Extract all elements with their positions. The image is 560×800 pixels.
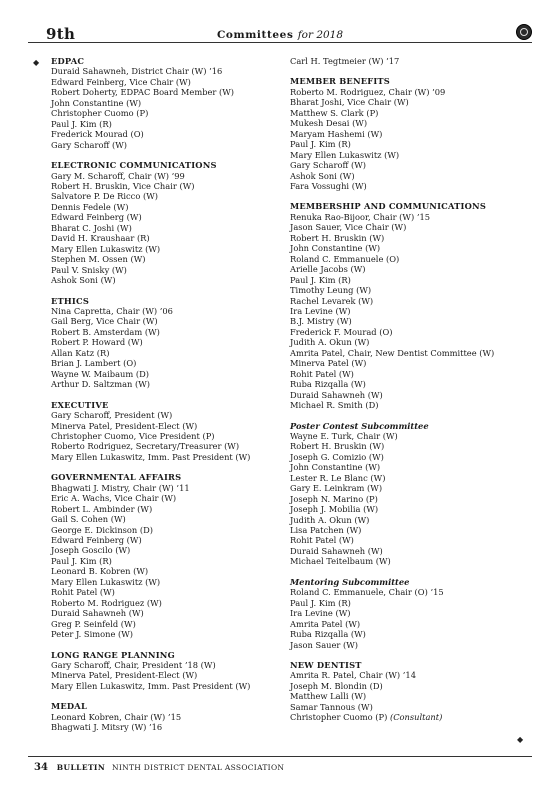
committee-heading: MEDAL — [51, 701, 87, 712]
member-line: Mary Ellen Lukaswitz (W) — [290, 149, 400, 160]
member-note: (Consultant) — [389, 712, 443, 723]
member-line: Minerva Patel (W) — [290, 358, 367, 369]
member-line: Jason Sauer (W) — [290, 639, 358, 650]
committee-section-ethics — [51, 296, 297, 390]
member-line: Mary Ellen Lukaswitz, Imm. Past President (W) — [51, 451, 251, 462]
member-line: Robert B. Amsterdam (W) — [51, 326, 160, 337]
member-line: Brian J. Lambert (O) — [51, 358, 137, 369]
committee-section-electronic-communications — [51, 160, 297, 285]
district-label: 9th — [46, 25, 76, 43]
member-line: Joseph Goscilo (W) — [51, 545, 131, 556]
member-line: Joseph N. Marino (P) — [290, 493, 378, 504]
member-line: Mary Ellen Lukaswitz (W) — [51, 243, 161, 254]
member-line: Gail S. Cohen (W) — [51, 514, 126, 525]
page-number: 34 — [34, 762, 48, 773]
subcommittee-heading: Poster Contest Subcommittee — [290, 420, 429, 431]
member-line: Gary Scharoff, President (W) — [51, 410, 173, 421]
member-line: George E. Dickinson (D) — [51, 524, 154, 535]
member-line: Frederick F. Mourad (O) — [290, 326, 393, 337]
member-line: Eric A. Wachs, Vice Chair (W) — [51, 493, 177, 504]
committee-heading: GOVERNMENTAL AFFAIRS — [51, 472, 182, 483]
member-line: John Constantine (W) — [51, 97, 142, 108]
member-line: Frederick Mourad (O) — [51, 129, 144, 140]
member-line: Robert H. Bruskin (W) — [290, 232, 385, 243]
header-rule — [28, 42, 532, 43]
member-line: Lisa Patchen (W) — [290, 525, 362, 536]
committee-heading: NEW DENTIST — [290, 660, 362, 671]
member-name: Christopher Cuomo (P) — [290, 712, 390, 723]
page-title-text: Committees — [216, 29, 294, 41]
member-line: Paul J. Kim (R) — [290, 597, 351, 608]
committee-section-executive — [51, 400, 297, 463]
member-line: Amrita Patel, Chair, New Dentist Committee (W) — [290, 347, 495, 358]
committee-section-continued — [290, 56, 536, 66]
member-line: Roland C. Emmanuele (O) — [290, 253, 400, 264]
member-line: John Constantine (W) — [290, 462, 381, 473]
member-line: Ashok Soni (W) — [290, 170, 355, 181]
member-line: Duraid Sahawneh (W) — [290, 545, 383, 556]
member-line: Gary M. Scharoff, Chair (W) ’99 — [51, 170, 185, 181]
member-line: Robert H. Bruskin (W) — [290, 441, 385, 452]
member-line: Minerva Patel, President-Elect (W) — [51, 420, 198, 431]
page-title — [28, 29, 532, 41]
committee-heading: LONG RANGE PLANNING — [51, 649, 175, 660]
member-line: Christopher Cuomo (P) — [51, 108, 149, 119]
committee-heading: ETHICS — [51, 295, 90, 306]
member-line: Minerva Patel, President-Elect (W) — [51, 670, 198, 681]
member-line: Ashok Soni (W) — [51, 275, 116, 286]
member-line — [290, 712, 536, 722]
committee-section-long-range-planning — [51, 650, 297, 692]
member-line: Roberto M. Rodriguez (W) — [51, 597, 162, 608]
member-line: Robert H. Bruskin, Vice Chair (W) — [51, 180, 195, 191]
member-line: Roland C. Emmanuele, Chair (O) ’15 — [290, 587, 444, 598]
member-line: Joseph M. Blondin (D) — [290, 680, 383, 691]
member-line: Duraid Sahawneh (W) — [290, 389, 383, 400]
association-name: NINTH DISTRICT DENTAL ASSOCIATION — [111, 763, 285, 772]
member-line: Mary Ellen Lukaswitz (W) — [51, 576, 161, 587]
footer-rule — [28, 756, 532, 757]
committee-section-edpac — [51, 56, 297, 150]
page-title-year: for 2018 — [297, 29, 344, 41]
member-line: Dennis Fedele (W) — [51, 201, 129, 212]
subcommittee-heading: Mentoring Subcommittee — [290, 576, 410, 587]
member-line: Arielle Jacobs (W) — [290, 264, 366, 275]
member-line: Samar Tannous (W) — [290, 701, 373, 712]
member-line: Fara Vossughi (W) — [290, 180, 367, 191]
member-line: Edward Feinberg (W) — [51, 535, 142, 546]
member-line: Rohit Patel (W) — [290, 535, 354, 546]
member-line: Rohit Patel (W) — [290, 368, 354, 379]
committee-section-new-dentist — [290, 660, 536, 723]
member-line: Jason Sauer, Vice Chair (W) — [290, 222, 407, 233]
member-line: Ira Levine (W) — [290, 305, 351, 316]
member-line: Carl H. Tegtmeier (W) ’17 — [290, 56, 400, 66]
seal-icon — [516, 24, 532, 40]
member-line: Edward Feinberg, Vice Chair (W) — [51, 76, 191, 87]
committee-heading: ELECTRONIC COMMUNICATIONS — [51, 160, 217, 171]
member-line: John Constantine (W) — [290, 243, 381, 254]
member-line: Michael Teitelbaum (W) — [290, 556, 391, 567]
committee-section-governmental-affairs — [51, 472, 297, 639]
member-line: Timothy Leung (W) — [290, 285, 372, 296]
committee-heading: EDPAC — [51, 56, 85, 66]
member-line: Gary E. Leinkram (W) — [290, 483, 383, 494]
member-line: Leonard Kobren, Chair (W) ’15 — [51, 711, 182, 722]
member-line: Rachel Levarek (W) — [290, 295, 374, 306]
member-line: Roberto Rodriguez, Secretary/Treasurer (W) — [51, 441, 240, 452]
member-line: Christopher Cuomo, Vice President (P) — [51, 430, 215, 441]
member-line: David H. Kraushaar (R) — [51, 233, 150, 244]
member-line: Edward Feinberg (W) — [51, 212, 142, 223]
member-line: Leonard B. Kobren (W) — [51, 566, 149, 577]
member-line: Amrita Patel (W) — [290, 618, 361, 629]
member-line: Joseph G. Comizio (W) — [290, 451, 384, 462]
member-line: Salvatore P. De Ricco (W) — [51, 191, 158, 202]
member-line: Arthur D. Saltzman (W) — [51, 379, 150, 390]
member-line: Robert P. Howard (W) — [51, 337, 143, 348]
committee-heading: MEMBER BENEFITS — [290, 76, 390, 87]
member-line: Ira Levine (W) — [290, 608, 351, 619]
member-line: Gary Scharoff, Chair, President ’18 (W) — [51, 660, 216, 671]
member-line: Maryam Hashemi (W) — [290, 128, 383, 139]
member-line: Peter J. Simone (W) — [51, 629, 134, 640]
committee-section-medal — [51, 701, 297, 732]
page-footer — [34, 762, 284, 773]
member-line: Amrita R. Patel, Chair (W) ’14 — [290, 670, 416, 681]
member-line: Mary Ellen Lukaswitz, Imm. Past President (W) — [51, 680, 251, 691]
member-line: Robert Doherty, EDPAC Board Member (W) — [51, 87, 235, 98]
member-line: Paul V. Snisky (W) — [51, 264, 127, 275]
member-line: Bhagwati J. Mitsry (W) ’16 — [51, 722, 163, 733]
member-line: Renuka Rao-Bijoor, Chair (W) ’15 — [290, 211, 431, 222]
member-line: Mukesh Desai (W) — [290, 118, 368, 129]
committee-heading: EXECUTIVE — [51, 399, 109, 410]
member-line: Allan Katz (R) — [51, 347, 110, 358]
diamond-icon: ◆ — [33, 58, 40, 67]
member-line: Paul J. Kim (R) — [290, 274, 351, 285]
member-line: Bharat C. Joshi (W) — [51, 222, 132, 233]
committee-section-poster-contest-subcommittee — [290, 421, 536, 567]
left-column — [51, 56, 297, 743]
member-line: Paul J. Kim (R) — [51, 555, 112, 566]
member-line: Judith A. Okun (W) — [290, 337, 370, 348]
member-line: Nina Capretta, Chair (W) ’06 — [51, 305, 173, 316]
member-line: Bhagwati J. Mistry, Chair (W) ’11 — [51, 482, 190, 493]
member-line: Greg P. Seinfeld (W) — [51, 618, 136, 629]
committee-heading: MEMBERSHIP AND COMMUNICATIONS — [290, 201, 487, 212]
member-line: Roberto M. Rodriguez, Chair (W) ’09 — [290, 86, 446, 97]
diamond-icon: ◆ — [517, 735, 524, 744]
member-line: Ruba Rizqalla (W) — [290, 629, 366, 640]
member-line: Wayne W. Maibaum (D) — [51, 368, 150, 379]
member-line: Gary Scharoff (W) — [51, 139, 127, 150]
member-line: Bharat Joshi, Vice Chair (W) — [290, 97, 409, 108]
right-column — [290, 56, 536, 733]
member-line: Duraid Sahawneh (W) — [51, 608, 144, 619]
member-line: Paul J. Kim (R) — [290, 139, 351, 150]
member-line: Joseph J. Mobilia (W) — [290, 504, 379, 515]
member-line: Michael R. Smith (D) — [290, 400, 379, 411]
member-line: Rohit Patel (W) — [51, 587, 115, 598]
member-line: Lester R. Le Blanc (W) — [290, 472, 386, 483]
member-line: B.J. Mistry (W) — [290, 316, 352, 327]
publication-name: BULLETIN — [56, 763, 106, 772]
member-line: Wayne E. Turk, Chair (W) — [290, 430, 398, 441]
committee-section-membership-and-communications — [290, 201, 536, 410]
member-line: Gail Berg, Vice Chair (W) — [51, 316, 158, 327]
member-line: Matthew Lalli (W) — [290, 691, 367, 702]
member-line: Ruba Rizqalla (W) — [290, 379, 366, 390]
member-line: Judith A. Okun (W) — [290, 514, 370, 525]
member-line: Stephen M. Ossen (W) — [51, 254, 146, 265]
committee-section-mentoring-subcommittee — [290, 577, 536, 650]
member-line: Duraid Sahawneh, District Chair (W) ’16 — [51, 66, 223, 77]
member-line: Paul J. Kim (R) — [51, 118, 112, 129]
member-line: Gary Scharoff (W) — [290, 160, 366, 171]
member-line: Matthew S. Clark (P) — [290, 107, 379, 118]
committee-section-member-benefits — [290, 76, 536, 191]
member-line: Robert L. Ambinder (W) — [51, 503, 153, 514]
